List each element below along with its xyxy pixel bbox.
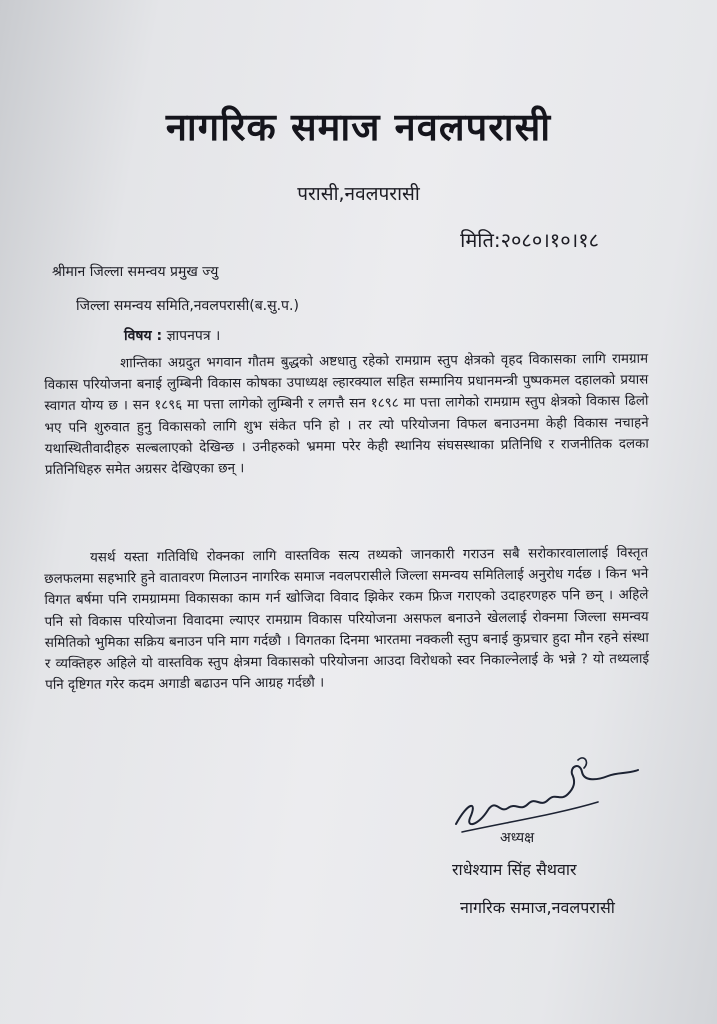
body-paragraph-1: शान्तिका अग्रदुत भगवान गौतम बुद्धको अष्टधातु रहेको रामग्राम स्तुप क्षेत्रको वृहद विकासका लागि रामग्राम विकास परियोजना बनाई लुम्बिनी विकास कोषका उपाध्यक्ष ल्हारक्याल सहित सम्मानिय प्रधानमन्त्री पुष्पकमल दहालको प्रयास स्वागत योग्य छ । सन १८९६ मा पत्ता लागेको लुम्बिनी र लगत्तै सन १८९८ मा पत्ता लागेको रामग्राम स्तुप क्षेत्रको विकास ढिलो भए पनि शुरुवात हुनु विकासको लागि शुभ संकेत पनि हो । तर त्यो परियोजना विफल बनाउनमा केही विकास नचाहने यथास्थितीवादीहरु सल्बलाएको देखिन्छ । उनीहरुको भ्रममा परेर केही स्थानिय संघसस्थाका प्रतिनिधि र राजनीतिक दलका प्रतिनिधिहरु समेत अग्रसर देखिएका छन् । [44, 351, 649, 479]
subject-label: विषय : [124, 328, 163, 344]
signatory-name: राधेश्याम सिंह सैथवार [452, 860, 577, 879]
subject-line [124, 326, 220, 345]
recipient-title: श्रीमान जिल्ला समन्वय प्रमुख ज्यु [52, 264, 219, 280]
letterhead-address: परासी,नवलपरासी [297, 183, 420, 205]
body-paragraph-2: यसर्थ यस्ता गतिविधि रोक्नका लागि वास्तविक सत्य तथ्यको जानकारी गराउन सबै सरोकारवालालाई विस्तृत छलफलमा सहभारि हुने वातावरण मिलाउन नागरिक समाज नवलपरासीले जिल्ला समन्वय समितिलाई अनुरोध गर्दछ । किन भने विगत बर्षमा पनि रामग्राममा विकासका काम गर्न खोजिदा विवाद झिकेर रकम फ्रिज गराएको उदाहरणहरु पनि छन् । अहिले पनि सो विकास परियोजना विवादमा ल्याएर रामग्राम विकास परियोजना असफल बनाउने खेललाई रोक्नमा जिल्ला समन्वय समितिको भुमिका सक्रिय बनाउन पनि माग गर्दछौ । विगतका दिनमा भारतमा नक्कली स्तुप बनाई कुप्रचार हुदा मौन रहने संस्था र व्यक्तिहरु अहिले यो वास्तविक स्तुप क्षेत्रमा विकासको परियोजना आउदा विरोधको स्वर निकाल्नेलाई के भन्ने ? यो तथ्यलाई पनि दृष्टिगत गरेर कदम अगाडी बढाउन पनि आग्रह गर्दछौ । [44, 545, 650, 694]
handwritten-signature [448, 752, 648, 842]
subject-text: ज्ञापनपत्र । [166, 328, 221, 344]
recipient-office: जिल्ला समन्वय समिति,नवलपरासी(ब.सु.प.) [76, 298, 299, 314]
letterhead-organization: नागरिक समाज नवलपरासी [165, 105, 552, 149]
signatory-organization: नागरिक समाज,नवलपरासी [460, 898, 615, 917]
signatory-title: अध्यक्ष [500, 830, 535, 846]
letter-date: मिति:२०८०।१०।१८ [460, 228, 599, 252]
